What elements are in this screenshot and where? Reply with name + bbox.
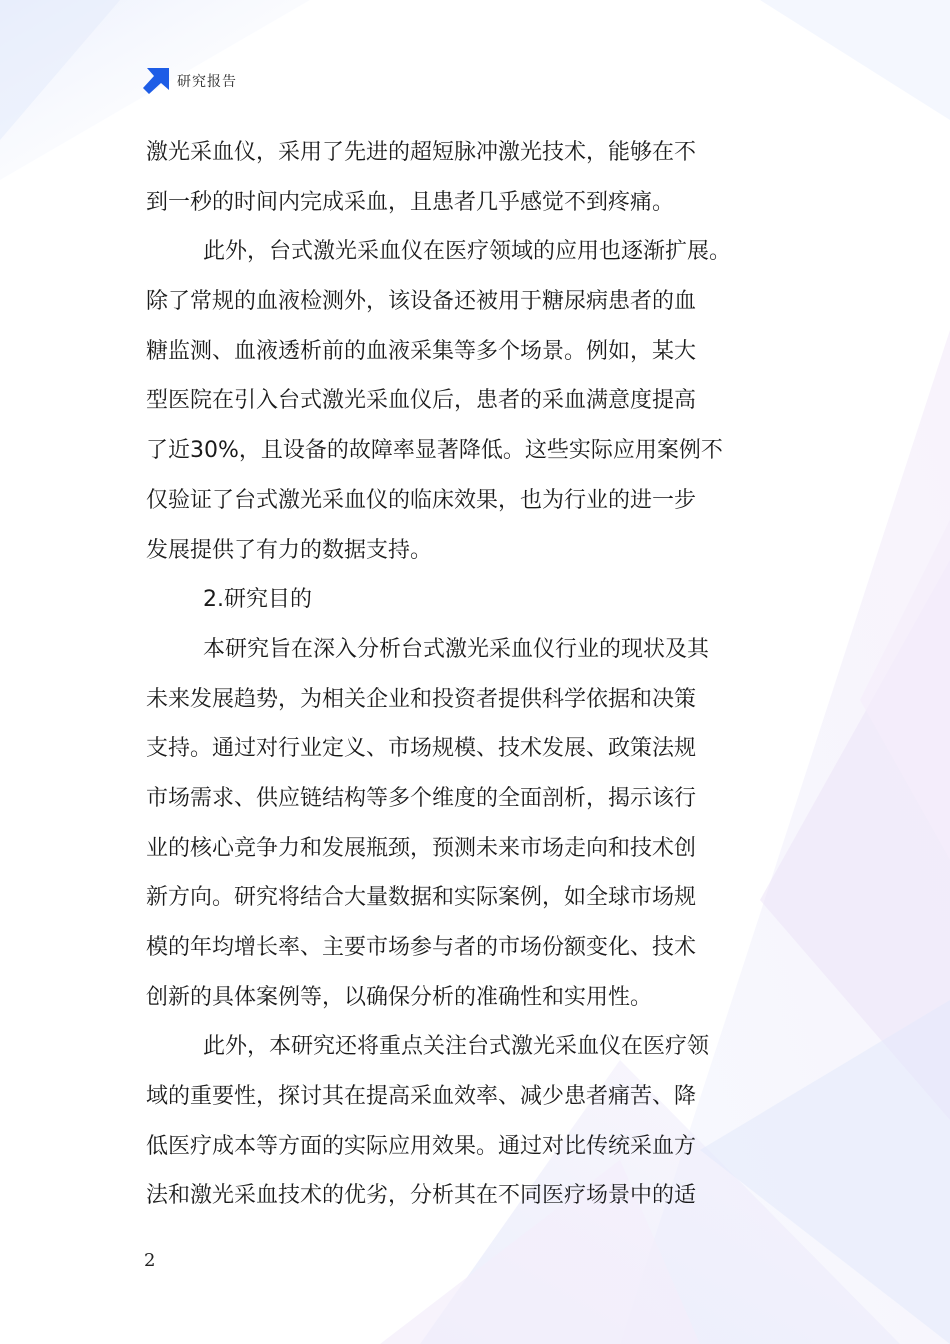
text-line: 支持。通过对行业定义、市场规模、技术发展、政策法规 [146, 736, 697, 762]
text-line: 本研究旨在深入分析台式激光采血仪行业的现状及其 [203, 636, 710, 662]
text-line: 型医院在引入台式激光采血仪后，患者的采血满意度提高 [146, 388, 697, 414]
report-header [143, 68, 237, 94]
text-line: 此外，台式激光采血仪在医疗领域的应用也逐渐扩展。 [203, 239, 732, 265]
text-line: 激光采血仪，采用了先进的超短脉冲激光技术，能够在不 [146, 140, 697, 165]
text-line: 新方向。研究将结合大量数据和实际案例，如全球市场规 [146, 885, 697, 911]
text-line: 创新的具体案例等，以确保分析的准确性和实用性。 [146, 984, 653, 1010]
text-line: 发展提供了有力的数据支持。 [146, 537, 433, 563]
header-title: 研究报告 [177, 74, 237, 90]
text-line: 模的年均增长率、主要市场参与者的市场份额变化、技术 [146, 935, 697, 960]
document-body [146, 128, 826, 1221]
text-line: 未来发展趋势，为相关企业和投资者提供科学依据和决策 [146, 686, 697, 712]
text-line: 仅验证了台式激光采血仪的临床效果，也为行业的进一步 [146, 487, 697, 513]
text-line: 除了常规的血液检测外，该设备还被用于糖尿病患者的血 [146, 289, 697, 315]
text-line: 域的重要性，探讨其在提高采血效率、减少患者痛苦、降 [146, 1084, 697, 1110]
text-line: 市场需求、供应链结构等多个维度的全面剖析，揭示该行 [146, 785, 697, 811]
section-heading: 2.研究目的 [203, 587, 312, 613]
text-line: 业的核心竞争力和发展瓶颈，预测未来市场走向和技术创 [146, 835, 697, 861]
text-line: 了近30%，且设备的故障率显著降低。这些实际应用案例不 [146, 438, 723, 464]
text-line: 糖监测、血液透析前的血液采集等多个场景。例如，某大 [146, 338, 697, 364]
text-line: 此外，本研究还将重点关注台式激光采血仪在医疗领 [203, 1034, 710, 1060]
arrow-logo-icon [143, 68, 169, 94]
text-line: 到一秒的时间内完成采血，且患者几乎感觉不到疼痛。 [146, 189, 675, 215]
text-line: 低医疗成本等方面的实际应用效果。通过对比传统采血方 [146, 1133, 697, 1159]
text-line: 法和激光采血技术的优劣，分析其在不同医疗场景中的适 [146, 1183, 697, 1209]
page-number: 2 [144, 1250, 156, 1271]
